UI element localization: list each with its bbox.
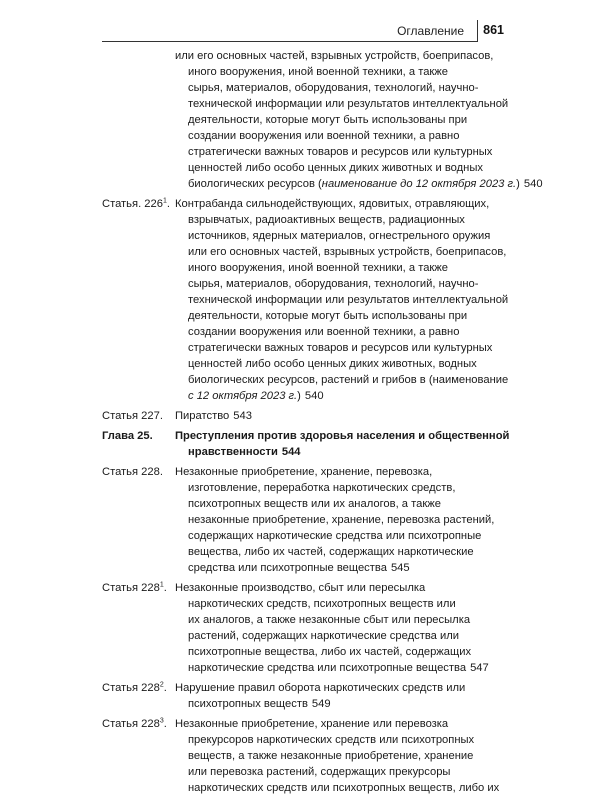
toc-title-line: создании вооружения или военной техники, а равно bbox=[188, 326, 460, 338]
toc-title-line: вещества, либо их частей, содержащих наркотические bbox=[188, 546, 474, 558]
toc-label-text: Статья 228. bbox=[102, 466, 163, 478]
toc-title-line: или перевозка растений, содержащих прекурсоры bbox=[188, 766, 451, 778]
toc-last-line-text: средства или психотропные вещества bbox=[188, 562, 387, 574]
toc-title-line: взрывчатых, радиоактивных веществ, радиационных bbox=[188, 214, 465, 226]
toc-page-number[interactable]: 544 bbox=[281, 446, 301, 458]
toc-page-number[interactable]: 540 bbox=[304, 390, 324, 402]
toc-label-superscript: 3 bbox=[159, 717, 164, 725]
toc-closing-paren: ) bbox=[516, 178, 520, 190]
toc-title-line: содержащих наркотические средства или психотропные bbox=[188, 530, 482, 542]
toc-label-text: Глава 25. bbox=[102, 430, 153, 442]
toc-page-number[interactable]: 547 bbox=[470, 662, 489, 674]
toc-entry-title bbox=[175, 680, 526, 712]
toc-title-line: сырья, материалов, оборудования, технологий, научно- bbox=[188, 82, 479, 94]
toc-entry-label: Статья. $226^1$. bbox=[102, 197, 170, 210]
toc-entry[interactable] bbox=[102, 464, 526, 576]
toc-last-line-text: Пиратство bbox=[175, 410, 230, 422]
toc-title-line: биологических ресурсов, растений и грибов в (наименование bbox=[188, 374, 509, 386]
toc-title-line: сырья, материалов, оборудования, технологий, научно- bbox=[188, 278, 479, 290]
toc-title-line: технической информации или результатов интеллектуальной bbox=[188, 294, 509, 306]
toc-title-line: ценностей либо особо ценных диких животных, водных bbox=[188, 358, 477, 370]
toc-title-last-line bbox=[175, 696, 526, 712]
toc-title-line: Преступления против здоровья населения и общественной bbox=[175, 430, 510, 442]
toc-label-text: Статья 227. bbox=[102, 410, 163, 422]
header-rule bbox=[102, 41, 478, 42]
toc-label-superscript: 1 bbox=[159, 581, 164, 589]
toc-title-line: наркотических средств, психотропных веществ или bbox=[188, 598, 456, 610]
toc-entry[interactable] bbox=[102, 580, 526, 676]
toc-entry-title bbox=[175, 464, 526, 576]
toc-title-line: Незаконные приобретение, хранение или перевозка bbox=[175, 718, 449, 730]
toc-label-text: Статья 228 bbox=[102, 582, 160, 594]
toc-title-line: Нарушение правил оборота наркотических средств или bbox=[175, 682, 466, 694]
toc-title-line: веществ, а также незаконные приобретение, хранение bbox=[188, 750, 474, 762]
toc-entry-title bbox=[175, 196, 526, 404]
toc-title-line: психотропные вещества, либо их частей, содержащих bbox=[188, 646, 472, 658]
toc-entry[interactable] bbox=[102, 408, 526, 424]
toc-label-text: Статья. 226 bbox=[102, 198, 163, 210]
toc-title-line: деятельности, которые могут быть использованы при bbox=[188, 310, 468, 322]
toc-title-line: психотропных веществ или их аналогов, а также bbox=[188, 498, 441, 510]
toc-entry-title bbox=[175, 428, 526, 460]
toc-title-line: растений, содержащих наркотические средства или bbox=[188, 630, 460, 642]
toc-last-line-text: психотропных веществ bbox=[188, 698, 308, 710]
toc-title-line: источников, ядерных материалов, огнестрельного оружия bbox=[188, 230, 491, 242]
header-separator bbox=[477, 20, 478, 42]
toc-page-number[interactable]: 543 bbox=[233, 410, 252, 422]
toc-label-superscript: 2 bbox=[159, 681, 164, 689]
toc-label-text: Статья 228 bbox=[102, 682, 160, 694]
toc-title-line: иного вооружения, иной военной техники, а также bbox=[188, 66, 449, 78]
toc-page-number[interactable]: 545 bbox=[390, 562, 410, 574]
toc-title-line: иного вооружения, иной военной техники, а также bbox=[188, 262, 449, 274]
toc-entry[interactable] bbox=[102, 48, 543, 192]
toc-last-line-text: наркотические средства или психотропные вещества bbox=[188, 662, 467, 674]
toc-entry-title bbox=[175, 580, 526, 676]
toc-entry-label: Статья $228^3$. bbox=[102, 717, 167, 730]
toc-page-number[interactable]: 549 bbox=[311, 698, 331, 710]
toc-title-line: Контрабанда сильнодействующих, ядовитых, отравляющих, bbox=[175, 198, 490, 210]
toc-title-line: технической информации или результатов интеллектуальной bbox=[188, 98, 509, 110]
toc-title-line: наркотических средств или психотропных веществ, либо их bbox=[188, 782, 500, 794]
toc-chapter-entry[interactable] bbox=[102, 428, 526, 460]
toc-entry-title bbox=[175, 716, 526, 796]
toc-edition-note: с 12 октября 2023 г. bbox=[188, 390, 298, 402]
toc-title-line: прекурсоров наркотических средств или психотропных bbox=[188, 734, 475, 746]
toc-entry-title bbox=[175, 48, 543, 192]
toc-title-last-line bbox=[175, 408, 526, 424]
toc-label-text: Статья 228 bbox=[102, 718, 160, 730]
toc-title-line: ценностей либо особо ценных диких животных и водных bbox=[188, 162, 483, 174]
toc-edition-note: наименование до 12 октября 2023 г. bbox=[321, 178, 517, 190]
toc-entry-label: Статья $228^1$. bbox=[102, 581, 167, 594]
toc-title-line: незаконные приобретение, хранение, перевозка растений, bbox=[188, 514, 495, 526]
toc-entry[interactable] bbox=[102, 716, 526, 796]
table-of-contents bbox=[102, 48, 543, 800]
header-page-number: 861 bbox=[483, 23, 504, 37]
toc-title-last-line bbox=[175, 444, 526, 460]
running-header bbox=[102, 22, 526, 42]
toc-title-line: стратегически важных товаров и ресурсов или культурных bbox=[188, 146, 493, 158]
toc-title-line: их аналогов, а также незаконные сбыт или пересылка bbox=[188, 614, 471, 626]
header-section-title: Оглавление bbox=[397, 24, 464, 38]
toc-entry-label bbox=[102, 408, 174, 424]
toc-last-line-text: нравственности bbox=[188, 446, 278, 458]
toc-title-line: или его основных частей, взрывных устройств, боеприпасов, bbox=[188, 246, 507, 258]
toc-entry[interactable] bbox=[102, 680, 526, 712]
toc-last-line-text: биологических ресурсов ( bbox=[188, 178, 322, 190]
toc-title-line: Незаконные приобретение, хранение, перевозка, bbox=[175, 466, 433, 478]
toc-title-last-line bbox=[175, 560, 526, 576]
toc-title-line: или его основных частей, взрывных устройств, боеприпасов, bbox=[175, 50, 494, 62]
toc-entry[interactable] bbox=[102, 196, 526, 404]
toc-title-line: создании вооружения или военной техники, а равно bbox=[188, 130, 460, 142]
toc-title-line: стратегически важных товаров и ресурсов или культурных bbox=[188, 342, 493, 354]
toc-title-line: деятельности, которые могут быть использованы при bbox=[188, 114, 468, 126]
toc-entry-label bbox=[102, 464, 174, 480]
toc-page-number[interactable]: 540 bbox=[523, 178, 543, 190]
toc-title-last-line bbox=[175, 660, 526, 676]
toc-closing-paren: ) bbox=[297, 390, 301, 402]
toc-entry-title bbox=[175, 408, 526, 424]
toc-title-line: Незаконные производство, сбыт или пересылка bbox=[175, 582, 426, 594]
toc-entry-label bbox=[102, 428, 174, 444]
toc-label-superscript: 1 bbox=[162, 197, 167, 205]
toc-title-last-line bbox=[175, 176, 543, 192]
toc-title-line: изготовление, переработка наркотических средств, bbox=[188, 482, 456, 494]
toc-title-last-line bbox=[175, 388, 526, 404]
toc-entry-label: Статья $228^2$. bbox=[102, 681, 167, 694]
